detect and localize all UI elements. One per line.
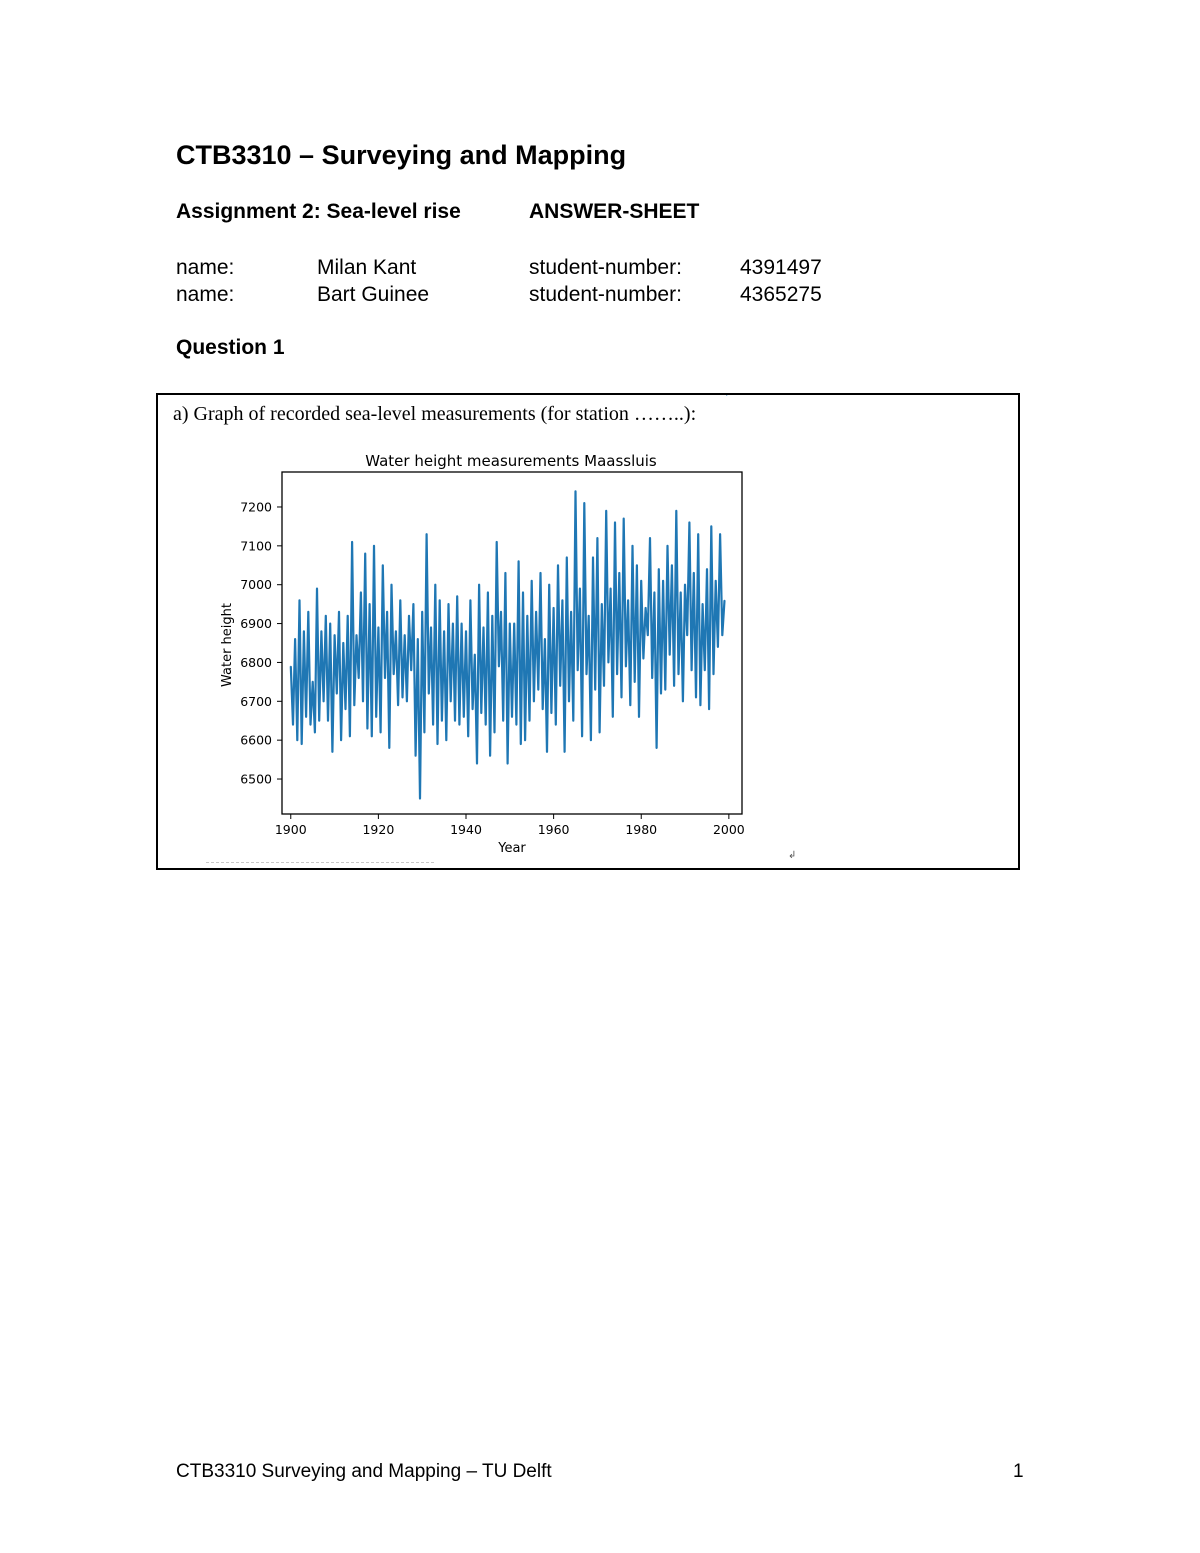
data-point [630,705,631,706]
water-height-chart [158,395,1018,870]
data-point [301,743,302,744]
data-point [316,588,317,589]
data-point [621,697,622,698]
data-point [608,662,609,663]
name-label: name: [176,256,235,279]
x-tick-label: 1960 [537,822,570,837]
data-point [575,491,576,492]
data-point [321,631,322,632]
data-point [649,538,650,539]
data-point [573,720,574,721]
data-point [595,689,596,690]
data-point [303,631,304,632]
data-point [695,697,696,698]
data-point [452,623,453,624]
data-point [520,743,521,744]
data-point [717,646,718,647]
data-point [391,584,392,585]
data-point [571,611,572,612]
data-point [297,740,298,741]
data-point [700,705,701,706]
x-axis [275,814,745,837]
data-point [433,724,434,725]
data-point [546,751,547,752]
data-point [476,763,477,764]
data-point [562,600,563,601]
data-point [542,709,543,710]
data-point [715,580,716,581]
data-point [603,685,604,686]
data-point [638,716,639,717]
data-point [619,572,620,573]
data-point [461,623,462,624]
data-point [395,631,396,632]
data-point [292,724,293,725]
student-number: 4391497 [740,256,822,279]
data-point [652,677,653,678]
data-point [295,639,296,640]
data-point [323,701,324,702]
student-row [176,283,876,309]
data-point [579,588,580,589]
dashed-underline [206,862,434,863]
data-point [553,607,554,608]
data-point [671,565,672,566]
data-point [643,658,644,659]
student-name: Bart Guinee [317,283,430,306]
data-point [334,635,335,636]
data-point [612,716,613,717]
data-point [472,709,473,710]
data-point [500,611,501,612]
data-point [310,724,311,725]
data-point [336,693,337,694]
data-point [384,677,385,678]
data-point [601,604,602,605]
data-point [555,724,556,725]
data-point [667,545,668,546]
assignment-header [176,200,700,224]
data-point [327,720,328,721]
data-point [398,705,399,706]
data-point [645,607,646,608]
data-point [426,534,427,535]
data-point [687,635,688,636]
data-point [498,666,499,667]
data-point [713,674,714,675]
data-point [312,681,313,682]
data-point [577,670,578,671]
data-point [354,705,355,706]
y-axis [240,499,282,786]
data-point [592,557,593,558]
data-point [373,545,374,546]
data-point [306,716,307,717]
data-point [726,395,727,396]
data-point [332,751,333,752]
data-point [358,677,359,678]
data-point [549,584,550,585]
data-point [663,580,664,581]
data-point [676,510,677,511]
data-point [419,798,420,799]
data-point [347,615,348,616]
data-point [470,600,471,601]
data-point [365,553,366,554]
student-number: 4365275 [740,283,822,306]
data-point [632,545,633,546]
data-point [457,596,458,597]
data-point [454,720,455,721]
student-name: Milan Kant [317,256,417,279]
water-height-series-line [291,491,725,798]
data-point [590,740,591,741]
data-point [481,712,482,713]
data-point [586,674,587,675]
data-point [702,604,703,605]
data-point [691,670,692,671]
data-point [709,709,710,710]
data-point [610,588,611,589]
data-point [711,526,712,527]
x-tick-label: 1940 [450,822,482,837]
data-point [634,681,635,682]
data-point [557,565,558,566]
data-point [678,674,679,675]
y-tick-label: 6700 [240,693,272,709]
data-point [625,666,626,667]
data-point [505,572,506,573]
data-point [544,639,545,640]
data-point [684,584,685,585]
y-axis-label: Water height [220,603,235,687]
name-label: name: [176,283,235,306]
answer-box [156,393,1020,870]
data-point [408,615,409,616]
data-point [689,522,690,523]
data-point [378,627,379,628]
data-point [628,600,629,601]
data-point [507,763,508,764]
data-point [514,623,515,624]
data-point [404,635,405,636]
x-tick-label: 1920 [362,822,395,837]
data-point [623,518,624,519]
data-point [531,580,532,581]
y-tick-label: 6500 [240,771,272,787]
data-point [380,732,381,733]
data-point [441,720,442,721]
data-point [463,716,464,717]
data-point [487,592,488,593]
data-point [503,720,504,721]
data-point [343,642,344,643]
y-tick-label: 7000 [240,577,272,593]
data-point [533,701,534,702]
data-point [568,701,569,702]
data-point [606,510,607,511]
data-point [356,635,357,636]
data-point [325,615,326,616]
data-point [376,716,377,717]
data-point [511,716,512,717]
student-number-label: student-number: [529,283,682,306]
data-point [352,541,353,542]
data-point [516,724,517,725]
data-point [479,584,480,585]
data-point [428,693,429,694]
footer-text: CTB3310 Surveying and Mapping – TU Delft [176,1461,552,1482]
data-point [444,631,445,632]
data-point [656,747,657,748]
data-point [722,635,723,636]
data-point [402,697,403,698]
data-point [314,732,315,733]
data-point [617,674,618,675]
data-point [308,611,309,612]
data-point [536,611,537,612]
data-point [658,569,659,570]
data-point [446,740,447,741]
y-tick-label: 6900 [240,616,272,632]
data-point [360,592,361,593]
data-point [319,720,320,721]
data-point [490,755,491,756]
data-point [588,615,589,616]
x-axis-label: Year [498,841,526,856]
data-point [371,736,372,737]
data-point [413,604,414,605]
data-point [424,732,425,733]
student-number-label: student-number: [529,256,682,279]
data-point [529,720,530,721]
data-point [338,611,339,612]
data-point [468,736,469,737]
data-point [435,584,436,585]
data-point [387,611,388,612]
data-point [496,541,497,542]
data-point [465,631,466,632]
data-point [582,736,583,737]
data-point [459,724,460,725]
data-point [641,580,642,581]
data-point [474,654,475,655]
data-point [483,627,484,628]
data-point [509,623,510,624]
data-point [665,689,666,690]
y-tick-label: 6800 [240,654,272,670]
page-title: CTB3310 – Surveying and Mapping [176,140,627,170]
data-point [393,674,394,675]
data-point [698,534,699,535]
data-point [494,732,495,733]
data-point [437,743,438,744]
data-point [564,751,565,752]
y-tick-label: 7100 [240,538,272,554]
data-point [560,685,561,686]
data-point [660,693,661,694]
data-point [597,538,598,539]
data-point [439,600,440,601]
x-tick-label: 1900 [274,822,307,837]
data-point [430,627,431,628]
data-point [485,724,486,725]
data-point [522,592,523,593]
y-tick-label: 7200 [240,499,272,515]
data-point [654,592,655,593]
y-tick-label: 6600 [240,732,272,748]
student-row [176,256,876,282]
data-point [330,623,331,624]
data-point [614,522,615,523]
data-point [525,740,526,741]
data-point [422,611,423,612]
data-point [411,670,412,671]
data-point [349,736,350,737]
data-point [680,592,681,593]
data-point [704,670,705,671]
data-point [367,728,368,729]
x-tick-label: 2000 [712,822,745,837]
data-point [599,732,600,733]
data-point [400,600,401,601]
data-point [674,685,675,686]
assignment-title: Assignment 2: Sea-level rise [176,200,461,223]
data-point [341,740,342,741]
data-point [382,565,383,566]
data-point [417,639,418,640]
data-point [406,701,407,702]
data-point [720,534,721,535]
data-point [540,572,541,573]
data-point [299,600,300,601]
data-point [706,569,707,570]
data-point [448,604,449,605]
page-number: 1 [1013,1461,1024,1482]
paragraph-mark-icon: ↲ [788,850,797,861]
data-point [682,701,683,702]
data-point [369,604,370,605]
data-point [724,600,725,601]
question-heading: Question 1 [176,336,285,359]
data-point [693,572,694,573]
data-point [518,561,519,562]
data-point [566,557,567,558]
answer-prompt: a) Graph of recorded sea-level measurements (for station ……..): [173,403,697,425]
data-point [584,503,585,504]
data-point [389,747,390,748]
x-tick-label: 1980 [625,822,658,837]
data-point [492,615,493,616]
data-point [636,565,637,566]
data-point [538,689,539,690]
data-point [450,701,451,702]
sheet-type-label: ANSWER-SHEET [529,200,700,223]
data-point [345,709,346,710]
data-point [669,654,670,655]
data-point [290,666,291,667]
data-point [527,615,528,616]
chart-title: Water height measurements Maassluis [365,452,657,470]
data-point [647,635,648,636]
data-point [551,712,552,713]
data-point [415,755,416,756]
data-point [362,701,363,702]
